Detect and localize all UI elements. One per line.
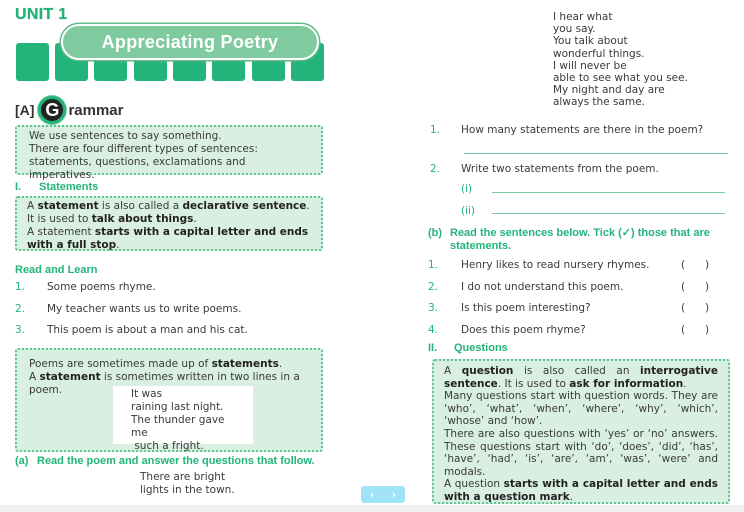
poem-line: My night and day are [553, 84, 665, 97]
list-item: 2. My teacher wants us to write poems. [15, 303, 242, 315]
note-paragraph: A statement is also called a declarative sentence. It is used to talk about things. [27, 200, 310, 225]
questions-heading [428, 342, 508, 354]
section-number: II. [428, 342, 438, 354]
tick-box-close[interactable]: ) [705, 259, 710, 271]
page-navigation [361, 486, 405, 503]
question-item: 2. Write two statements from the poem. [430, 163, 659, 175]
tick-box-open[interactable]: ( [681, 302, 686, 314]
grammar-badge-icon [38, 96, 66, 124]
poem-line: There are bright [140, 471, 226, 483]
tick-box-open[interactable]: ( [681, 281, 686, 293]
poem-line: The thunder gave me [131, 414, 225, 439]
note-paragraph: Poems are sometimes made up of statements. [29, 358, 283, 370]
tick-item: 1. Henry likes to read nursery rhymes. ( ) [428, 259, 710, 271]
section-number: I. [15, 181, 22, 193]
answer-line[interactable] [492, 213, 725, 214]
note-paragraph: A question starts with a capital letter and ends with a question mark. [444, 478, 718, 503]
tick-box-open[interactable]: ( [681, 324, 686, 336]
poem-line: lights in the town. [140, 484, 235, 496]
poem-line: you say. [553, 23, 596, 36]
intro-line: We use sentences to say something. [29, 130, 222, 142]
poem-line: wonderful things. [553, 47, 645, 60]
badge-letter: G [45, 99, 60, 120]
poem-line: able to see what you see. [553, 72, 688, 85]
poem-line: raining last night. [131, 401, 224, 413]
answer-line[interactable] [464, 153, 728, 154]
tick-box-close[interactable]: ) [705, 302, 710, 314]
section-word: rammar [68, 101, 124, 119]
note-paragraph: A statement is sometimes written in two lines in a poem. [29, 371, 300, 396]
tab-block [16, 43, 49, 81]
section-title: Questions [454, 342, 508, 354]
section-title: Statements [39, 181, 99, 193]
tick-box-close[interactable]: ) [705, 281, 710, 293]
list-item: 3. This poem is about a man and his cat. [15, 324, 248, 336]
poem-line: always the same. [553, 96, 645, 109]
statements-heading [15, 181, 98, 193]
tick-box-open[interactable]: ( [681, 259, 686, 271]
poem-line: such a fright. [131, 440, 204, 452]
intro-line: There are four different types of sentences: statements, questions, exclamations and imperatives. [29, 143, 258, 181]
list-item: 1. Some poems rhyme. [15, 281, 156, 293]
tick-item: 2. I do not understand this poem. ( ) [428, 281, 710, 293]
note-paragraph: Many questions start with question words. They are ‘who’, ‘what’, ‘when’, ‘where’, ‘why’, ‘which’, ‘whose’ and ‘how’. [444, 390, 718, 428]
tick-box-close[interactable]: ) [705, 324, 710, 336]
unit-label: UNIT 1 [15, 6, 68, 23]
tick-item: 4. Does this poem rhyme? ( ) [428, 324, 710, 336]
unit-title-banner [61, 24, 319, 60]
note-paragraph: A statement starts with a capital letter and ends with a full stop. [27, 226, 309, 251]
statements-note-box [15, 196, 323, 251]
part-a-instruction: (a) Read the poem and answer the questions that follow. [15, 455, 315, 467]
intro-note-box [15, 125, 323, 181]
note-paragraph: A question is also called an interrogative sentence. It is used to ask for information. [444, 365, 718, 390]
section-a-heading [15, 96, 123, 124]
poem-line: You talk about [553, 35, 628, 48]
question-item: 1. How many statements are there in the poem? [430, 124, 704, 136]
poem-line: It was [131, 388, 163, 400]
poem-left-column [140, 471, 235, 497]
note-paragraph: There are also questions with ‘yes’ or ‘no’ answers. These questions start with ‘do’, ‘does’, ‘did’, ‘has’, ‘have’, ‘had’, ‘is’, ‘are’, ‘am’, ‘was’, ‘were’ and modals. [444, 427, 718, 478]
poem-right-column [553, 11, 688, 109]
section-label: [A] [15, 102, 35, 118]
tick-item: 3. Is this poem interesting? ( ) [428, 302, 710, 314]
poem-line: I will never be [553, 59, 627, 72]
read-learn-heading: Read and Learn [15, 264, 98, 276]
sub-label: (i) [461, 183, 473, 195]
next-page-button[interactable]: › [391, 488, 397, 501]
answer-line[interactable] [492, 192, 725, 193]
part-b-instruction: (b) Read the sentences below. Tick (✓) those that are statements. [428, 227, 710, 252]
poem-line: I hear what [553, 11, 613, 23]
prev-page-button[interactable]: ‹ [369, 488, 375, 501]
unit-title: Appreciating Poetry [101, 31, 279, 52]
example-poem [113, 386, 253, 452]
questions-note-box [432, 359, 730, 504]
sub-label: (ii) [461, 205, 476, 217]
